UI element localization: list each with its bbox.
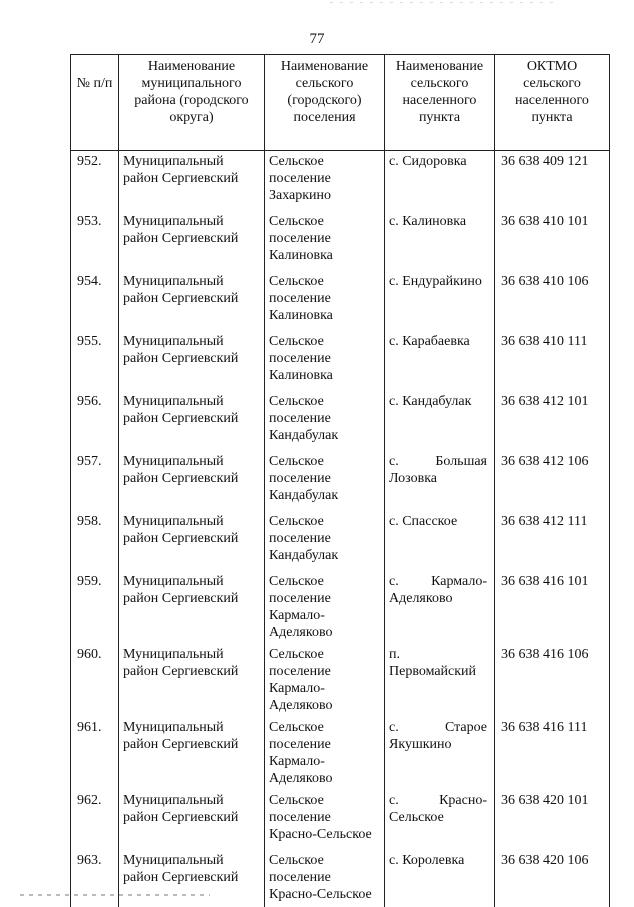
header-locality: Наименование сельского населенного пункта [385, 55, 495, 151]
settlement-name: Сельское поселение Кандабулак [265, 508, 385, 568]
district-name: Муниципальный район Сергиевский [119, 448, 265, 508]
table-row [71, 787, 610, 847]
row-number: 959. [71, 568, 119, 641]
oktmo-code: 36 638 416 111 [495, 714, 610, 787]
table-row [71, 508, 610, 568]
locality-name: п. Первомайский [385, 641, 495, 714]
locality-name: с. Карабаевка [385, 328, 495, 388]
oktmo-code: 36 638 410 101 [495, 208, 610, 268]
district-name: Муниципальный район Сергиевский [119, 508, 265, 568]
row-number: 952. [71, 151, 119, 209]
header-num: № п/п [71, 55, 119, 151]
settlement-name: Сельское поселение Кармало-Аделяково [265, 641, 385, 714]
row-number: 960. [71, 641, 119, 714]
row-number: 957. [71, 448, 119, 508]
table-row [71, 641, 610, 714]
locality-name: с. Сидоровка [385, 151, 495, 209]
oktmo-code: 36 638 410 106 [495, 268, 610, 328]
scan-artifact [330, 2, 560, 3]
locality-name: с. Ендурайкино [385, 268, 495, 328]
district-name: Муниципальный район Сергиевский [119, 388, 265, 448]
header-district: Наименование муниципального района (городского округа) [119, 55, 265, 151]
settlement-name: Сельское поселение Красно-Сельское [265, 787, 385, 847]
settlement-name: Сельское поселение Захаркино [265, 151, 385, 209]
row-number: 961. [71, 714, 119, 787]
table-row [71, 151, 610, 209]
locality-name: с. Большая Лозовка [385, 448, 495, 508]
header-oktmo: ОКТМО сельского населенного пункта [495, 55, 610, 151]
district-name: Муниципальный район Сергиевский [119, 641, 265, 714]
locality-name: с. Кармало-Аделяково [385, 568, 495, 641]
settlement-name: Сельское поселение Калиновка [265, 208, 385, 268]
locality-name: с. Красно-Сельское [385, 787, 495, 847]
district-name: Муниципальный район Сергиевский [119, 208, 265, 268]
district-name: Муниципальный район Сергиевский [119, 328, 265, 388]
locality-name: с. Кандабулак [385, 388, 495, 448]
table-row [71, 208, 610, 268]
district-name: Муниципальный район Сергиевский [119, 268, 265, 328]
table-row [71, 268, 610, 328]
row-number: 956. [71, 388, 119, 448]
settlements-table [70, 54, 610, 907]
row-number: 963. [71, 847, 119, 907]
oktmo-code: 36 638 412 111 [495, 508, 610, 568]
locality-name: с. Старое Якушкино [385, 714, 495, 787]
district-name: Муниципальный район Сергиевский [119, 714, 265, 787]
locality-name: с. Королевка [385, 847, 495, 907]
scan-artifact [20, 894, 210, 896]
row-number: 955. [71, 328, 119, 388]
district-name: Муниципальный район Сергиевский [119, 847, 265, 907]
settlement-name: Сельское поселение Калиновка [265, 268, 385, 328]
table-row [71, 388, 610, 448]
oktmo-code: 36 638 420 106 [495, 847, 610, 907]
settlement-name: Сельское поселение Кармало-Аделяково [265, 714, 385, 787]
table-row [71, 448, 610, 508]
page-number: 77 [309, 31, 325, 47]
oktmo-code: 36 638 409 121 [495, 151, 610, 209]
oktmo-code: 36 638 410 111 [495, 328, 610, 388]
oktmo-code: 36 638 412 106 [495, 448, 610, 508]
table-row [71, 568, 610, 641]
row-number: 953. [71, 208, 119, 268]
district-name: Муниципальный район Сергиевский [119, 568, 265, 641]
settlement-name: Сельское поселение Кандабулак [265, 388, 385, 448]
table-row [71, 847, 610, 907]
settlement-name: Сельское поселение Кандабулак [265, 448, 385, 508]
oktmo-code: 36 638 412 101 [495, 388, 610, 448]
settlement-name: Сельское поселение Красно-Сельское [265, 847, 385, 907]
settlement-name: Сельское поселение Калиновка [265, 328, 385, 388]
header-settlement: Наименование сельского (городского) поселения [265, 55, 385, 151]
row-number: 954. [71, 268, 119, 328]
table-row [71, 328, 610, 388]
row-number: 962. [71, 787, 119, 847]
district-name: Муниципальный район Сергиевский [119, 787, 265, 847]
district-name: Муниципальный район Сергиевский [119, 151, 265, 209]
oktmo-code: 36 638 416 106 [495, 641, 610, 714]
table-header-row [71, 55, 610, 151]
oktmo-code: 36 638 416 101 [495, 568, 610, 641]
row-number: 958. [71, 508, 119, 568]
settlement-name: Сельское поселение Кармало-Аделяково [265, 568, 385, 641]
oktmo-code: 36 638 420 101 [495, 787, 610, 847]
locality-name: с. Спасское [385, 508, 495, 568]
locality-name: с. Калиновка [385, 208, 495, 268]
table-row [71, 714, 610, 787]
